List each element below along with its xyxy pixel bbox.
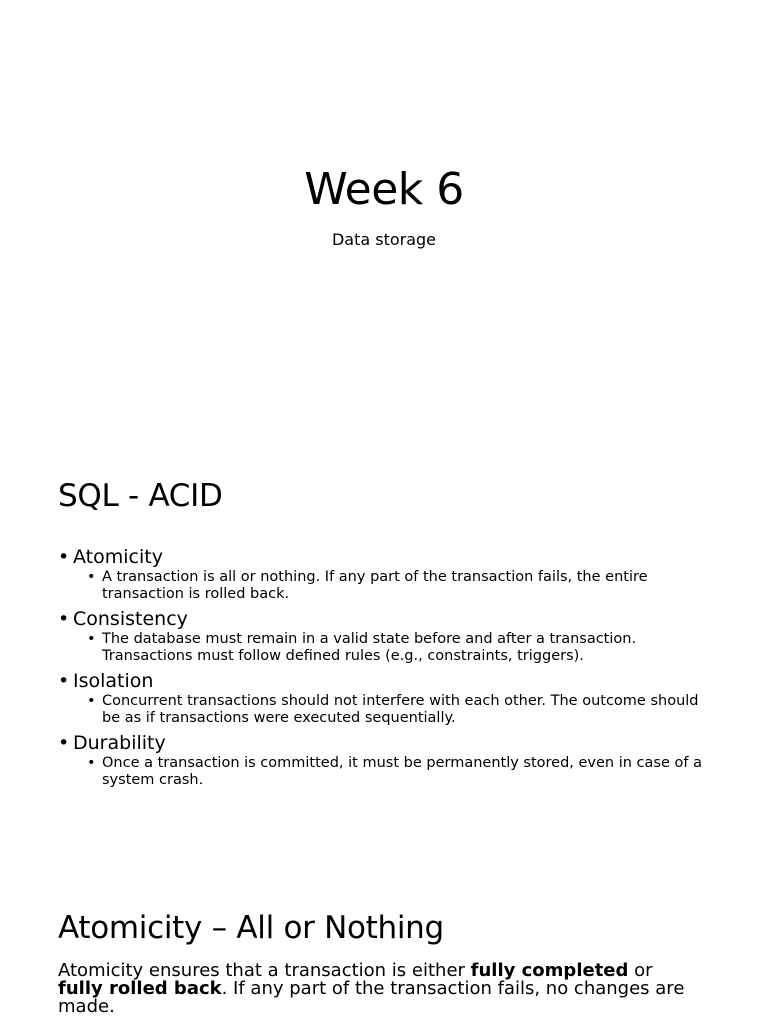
- body-bold-text: fully completed: [470, 960, 629, 981]
- body-text: Atomicity ensures that a transaction is either: [58, 960, 471, 981]
- bullet-detail: • A transaction is all or nothing. If any part of the transaction fails, the entire transaction is rolled back.: [102, 569, 718, 603]
- acid-slide: [0, 470, 768, 830]
- bullet-isolation: [58, 669, 718, 727]
- bullet-atomicity: [58, 545, 718, 603]
- bullet-label: • Consistency: [58, 607, 718, 631]
- body-text: or: [628, 960, 653, 981]
- title-slide: [0, 0, 768, 430]
- slide-subtitle: Data storage: [331, 230, 437, 249]
- atomicity-slide: [0, 900, 768, 1024]
- atomicity-heading: Atomicity – All or Nothing: [58, 910, 444, 946]
- acid-bullet-list: [58, 545, 718, 793]
- bullet-label: • Atomicity: [58, 545, 718, 569]
- bullet-detail: • Once a transaction is committed, it must be permanently stored, even in case of a system crash.: [102, 755, 718, 789]
- bullet-detail: • The database must remain in a valid state before and after a transaction. Transactions must follow defined rules (e.g., constraints, triggers).: [102, 631, 718, 665]
- bullet-label: • Isolation: [58, 669, 718, 693]
- acid-heading: SQL - ACID: [58, 478, 223, 514]
- body-text: . If any part of the transaction fails, no changes are made.: [58, 978, 685, 1017]
- body-bold-text: fully rolled back: [58, 978, 222, 999]
- atomicity-body: [58, 962, 698, 1016]
- bullet-durability: [58, 731, 718, 789]
- slide-title: Week 6: [304, 164, 464, 215]
- bullet-label: • Durability: [58, 731, 718, 755]
- bullet-consistency: [58, 607, 718, 665]
- bullet-detail: • Concurrent transactions should not interfere with each other. The outcome should be as if transactions were executed sequentially.: [102, 693, 718, 727]
